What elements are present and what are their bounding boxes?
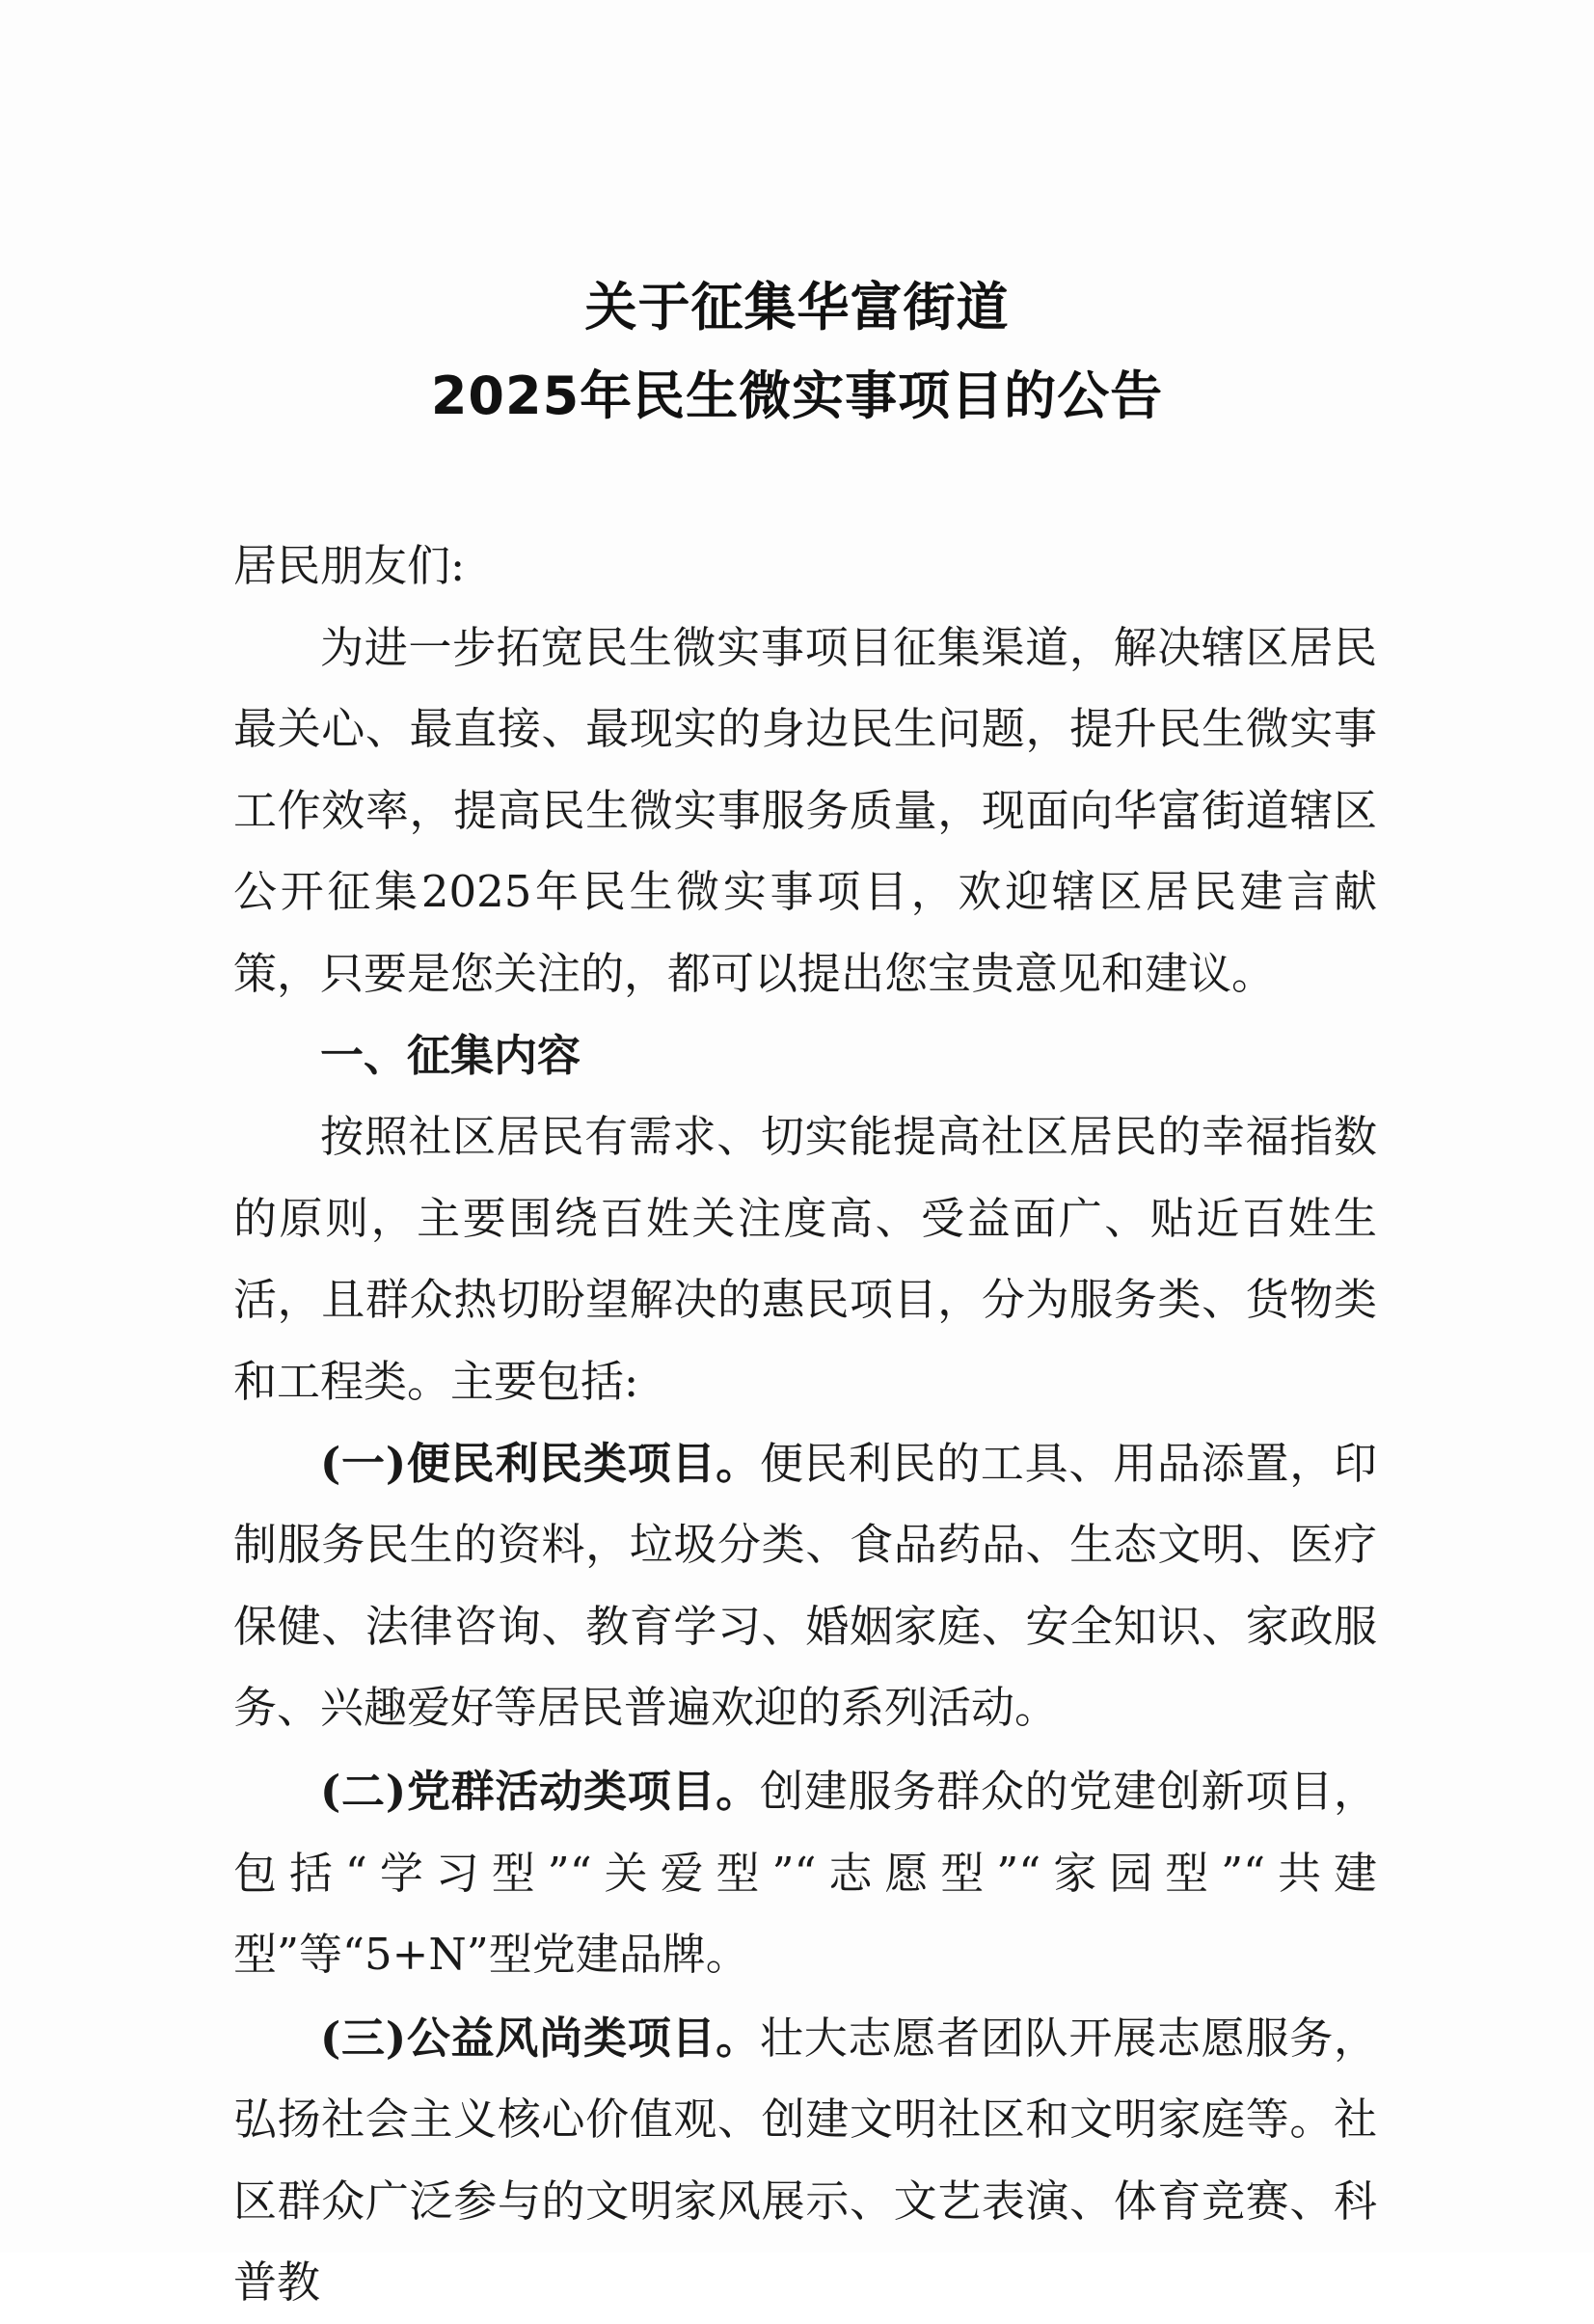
item-label: (二)党群活动类项目。 [320,1765,761,1817]
section-heading-1: 一、征集内容 [320,1029,581,1081]
intro-paragraph: 为进一步拓宽民生微实事项目征集渠道，解决辖区居民最关心、最直接、最现实的身边民生问题，提升民生微实事工作效率，提高民生微实事服务质量，现面向华富街道辖区公开征集2025年民生微实事项目，欢迎辖区居民建言献策，只要是您关注的，都可以提出您宝贵意见和建议。 [233,621,1377,999]
item-paragraph [233,1751,1377,1996]
title-line-1: 关于征集华富街道 [584,277,1010,338]
item-label: (三)公益风尚类项目。 [320,2012,761,2064]
item-text: 便民利民的工具、用品添置，印制服务民生的资料，垃圾分类、食品药品、生态文明、医疗保健、法律咨询、教育学习、婚姻家庭、安全知识、家政服务、兴趣爱好等居民普遍欢迎的系列活动。 [233,1437,1377,1734]
document-title [0,277,1594,426]
section-1-paragraph: 按照社区居民有需求、切实能提高社区居民的幸福指数的原则，主要围绕百姓关注度高、受益面广、贴近百姓生活，且群众热切盼望解决的惠民项目，分为服务类、货物类和工程类。主要包括: [233,1111,1377,1407]
item-label: (一)便民利民类项目。 [320,1437,761,1489]
item-paragraph [233,1998,1377,2324]
salutation: 居民朋友们: [233,540,466,591]
document-body [233,526,1377,2324]
item-text: 壮大志愿者团队开展志愿服务，弘扬社会主义核心价值观、创建文明社区和文明家庭等。社区群众广泛参与的文明家风展示、文艺表演、体育竞赛、科普教 [233,2012,1377,2309]
item-text: 创建服务群众的党建创新项目，包括“学习型”“关爱型”“志愿型”“家园型”“共建型”等“5+N”型党建品牌。 [233,1765,1377,1981]
title-line-2: 2025年民生微实事项目的公告 [430,365,1164,426]
item-paragraph [233,1423,1377,1749]
